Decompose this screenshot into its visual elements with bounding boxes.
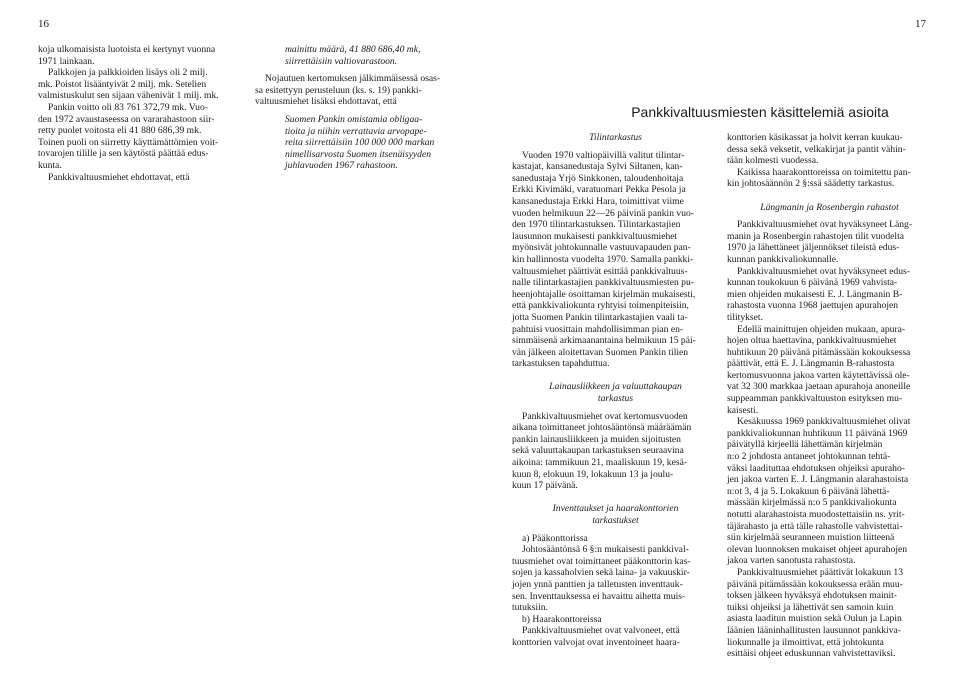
text-line: Toinen puoli on siirretty käyttämättömien voit-: [38, 136, 219, 148]
text-line: hojen oltua haettavina, pankkivaltuusmiehet: [727, 335, 897, 347]
text-line: myönsivät johtokunnalle vastuuvapauden pan-: [512, 242, 691, 254]
text-line: Erkki Kivimäki, varatuomari Pekka Pesola ja: [512, 184, 686, 196]
text-line: tutuksiin.: [512, 602, 548, 614]
text-line: kunnan pankkivaliokunnalle.: [727, 253, 839, 265]
list-item-b: b) Haarakonttoreissa: [522, 613, 602, 625]
text-line: Kaikissa haarakonttoreissa on toimitettu pan-: [737, 166, 911, 178]
list-item-a: a) Pääkonttorissa: [522, 532, 588, 544]
page-number-right: 17: [915, 18, 926, 30]
text-line: kuun 8, elokuun 19, lokakuun 13 ja joulu-: [512, 468, 674, 480]
subheading-inventtaukset-cont: tarkastukset: [592, 515, 639, 526]
column-1: [38, 44, 243, 183]
text-line: 1971 lainkaan.: [38, 55, 95, 67]
page-number-left: 16: [38, 18, 49, 30]
text-line: jojen ynnä panttien ja talletusten inventtauk-: [512, 578, 683, 590]
text-line: notutti alarahastoista muodostettaisiin ns. yrit-: [727, 509, 905, 520]
text-line: nalle tilintarkastajien pankkivaltuusmiesten pu-: [512, 277, 694, 289]
column-3: [512, 132, 719, 649]
text-line: nimellisarvosta Suomen itsenäisyyden: [285, 148, 432, 160]
subheading-rahastot: Längmanin ja Rosenbergin rahastot: [760, 201, 899, 213]
text-line: tään kolmesti vuodessa.: [727, 155, 819, 167]
text-line: tuusmiehet ovat toimittaneet pääkonttorin kas-: [512, 555, 691, 567]
text-line: lausunnon mukaisesti pankkivaltuusmiehet: [512, 230, 678, 242]
text-line: jotta Suomen Pankin tilintarkastajien vaali ta-: [512, 311, 688, 323]
text-line: päivätyllä kirjeellä lähettämän kirjelmän: [727, 439, 883, 451]
text-line: kertomusvuonna jakoa varten käytettävissä ole-: [727, 369, 910, 381]
text-line: sen. Inventtauksessa ei havaittu aihetta muis-: [512, 590, 686, 602]
text-line: toksen jälkeen hyväksyä ehdotuksen mainit-: [727, 590, 897, 602]
text-line: pankin lainausliikkeen ja muiden sijoitusten: [512, 433, 681, 445]
text-line: sojen ja kassaholvien sekä laina- ja vakuuskir-: [512, 567, 690, 579]
text-line: mk. Poistot lisääntyivät 2 milj. mk. Setelien: [38, 78, 207, 90]
text-line: Pankkivaltuusmiehet päättivät lokakuun 13: [737, 566, 903, 578]
text-line: valtuusmiehet päättivät esittää pankkivaltuus-: [512, 265, 688, 277]
text-line: siirrettäisiin valtiovarastoon.: [285, 55, 398, 67]
text-line: kansanedustaja Erkki Hara, toimittivat viime: [512, 195, 684, 207]
text-line: Pankkivaltuusmiehet ovat kertomusvuoden: [522, 410, 688, 422]
text-line: Nojautuen kertomuksen jälkimmäisessä osas-: [265, 73, 441, 85]
text-line: retty puolet voitosta eli 41 880 686,39 mk.: [38, 125, 202, 137]
text-line: kin johtosäännön 2 §:ssä säädetty tarkastus.: [727, 178, 895, 190]
text-line: den 1972 avaustaseessa on vararahastoon siir-: [38, 113, 215, 125]
text-line: dessa sekä veksetit, velkakirjat ja pantit vähin-: [727, 143, 906, 155]
text-line: aikana toimittaneet johtosääntönsä määräämän: [512, 422, 692, 434]
text-line: pahtuisi vuosittain mahdollisimman pian en-: [512, 323, 684, 335]
subheading-inventtaukset: Inventtaukset ja haarakonttorien: [552, 503, 679, 515]
text-line: kin hallinnosta vuodelta 1970. Samalla pankki-: [512, 253, 694, 265]
text-line: tilitykset.: [727, 311, 763, 323]
text-line: päivänä pitämässään kokouksessa erään muu-: [727, 578, 903, 590]
text-line: 1970 ja lähettäneet jäljennökset tileistä edus-: [727, 242, 900, 254]
text-line: Johtosääntönsä 6 §:n mukaisesti pankkival-: [522, 544, 689, 556]
text-line: den 1970 tilintarkastuksen. Tilintarkastajien: [512, 219, 681, 231]
text-line: Kesäkuussa 1969 pankkivaltuusmiehet olivat: [737, 416, 911, 428]
text-line: kunnan toukokuun 6 päivänä 1969 vahvista-: [727, 277, 898, 289]
text-line: Pankkivaltuusmiehet ovat hyväksyneet Läng-: [737, 219, 913, 231]
text-line: tovarojen tilille ja sen käytöstä päättää edus-: [38, 148, 209, 160]
text-line: vuoden helmikuun 22—26 päivinä pankin vuo-: [512, 207, 694, 219]
text-line: läänien lääninhallitusten lausunnot pankkiva-: [727, 624, 901, 636]
text-line: väksi laadituttaa ehdotuksen ohjeiksi apuraho-: [727, 462, 905, 474]
text-line: sekä valuuttakaupan tarkastuksen seuraavina: [512, 445, 684, 457]
text-line: liokunnalle ja ilmoittivat, että johtokunta: [727, 636, 884, 648]
text-line: tarkastuksen tapahduttua.: [512, 358, 610, 370]
text-line: Pankin voitto oli 83 761 372,79 mk. Vuo-: [48, 101, 208, 113]
text-line: päättivät, että E. J. Längmanin B-rahastosta: [727, 358, 895, 370]
text-line: kuun 17 päivänä.: [512, 480, 578, 492]
text-line: juhlavuoden 1967 rahastoon.: [285, 160, 398, 172]
text-line: suppeamman pankkivaltuuston esityksen mu-: [727, 393, 903, 405]
text-line: esittäisi ohjeet eduskunnan vahvistettaviksi.: [727, 648, 896, 660]
text-line: vat 32 300 markkaa jaetaan apurahoja anoneille: [727, 381, 911, 393]
text-line: konttorien käsikassat ja holvit kerran kuukau-: [727, 132, 903, 143]
text-line: kunta.: [38, 159, 62, 171]
text-line: reita siirrettäisiin 100 000 000 markan: [285, 137, 435, 149]
text-line: tuiksi ohjeiksi ja lähettivät sen samoin kuin: [727, 601, 894, 613]
text-line: valmistuskulut sen sijaan vähenivät 1 milj. mk.: [38, 90, 219, 102]
text-line: täjärahasto ja että tälle rahastolle vahvistettai-: [727, 520, 903, 532]
text-line: manin ja Rosenbergin rahastojen tilit vuodelta: [727, 230, 905, 242]
subheading-lainausliike: Lainausliikkeen ja valuuttakaupan: [549, 381, 682, 393]
text-line: Pankkivaltuusmiehet ovat hyväksyneet edus-: [737, 265, 910, 277]
text-line: valtuusmiehet lisäksi ehdottavat, että: [255, 96, 397, 108]
text-line: heenjohtajalle osoittaman kirjelmän mukaisesti,: [512, 288, 696, 300]
column-4: [727, 132, 932, 660]
text-line: koja ulkomaisista luotoista ei kertynyt vuonna: [38, 44, 216, 55]
text-line: n:ot 3, 4 ja 5. Lokakuun 6 päivänä lähettä-: [727, 485, 890, 497]
text-line: sa esitettyyn perusteluun (ks. s. 19) pankki-: [255, 84, 422, 96]
subheading-tilintarkastus: Tilintarkastus: [589, 132, 642, 143]
text-line: kaisesti.: [727, 404, 759, 416]
text-line: jakoa varten sanotusta rahastosta.: [727, 555, 856, 567]
text-line: Vuoden 1970 valtiopäivillä valitut tilintar-: [522, 149, 685, 161]
column-2: [255, 44, 463, 172]
text-line: mainittu määrä, 41 880 686,40 mk,: [285, 44, 421, 55]
text-line: Pankkivaltuusmiehet ehdottavat, että: [48, 171, 190, 183]
text-line: kastajat, kansanedustaja Sylvi Siltanen, kan-: [512, 161, 683, 173]
text-line: Palkkojen ja palkkioiden lisäys oli 2 milj.: [48, 67, 208, 79]
section-heading: Pankkivaltuusmiesten käsittelemiä asioita: [631, 104, 889, 120]
text-line: pankkivaliokunnan huhtikuun 11 päivänä 1969: [727, 427, 908, 439]
text-line: rahastosta vuonna 1968 jaettujen apurahojen: [727, 300, 899, 312]
text-line: aikoina: tammikuun 21, maaliskuun 19, kesä-: [512, 457, 688, 469]
text-line: Suomen Pankin omistamia obligaa-: [285, 113, 423, 125]
text-line: tioita ja niihin verrattavia arvopape-: [285, 125, 427, 137]
text-line: mässään kirjelmässä n:o 5 pankkivaliokunta: [727, 497, 897, 509]
subheading-lainausliike-cont: tarkastus: [597, 393, 634, 405]
text-line: mien ohjeiden mukaisesti E. J. Längmanin B-: [727, 288, 903, 300]
text-line: simmäisenä arkimaanantaina helmikuun 15 päi-: [512, 335, 696, 347]
text-line: siin kirjelmää seuranneen muistion liitteenä: [727, 532, 895, 544]
text-line: Pankkivaltuusmiehet ovat valvoneet, että: [522, 625, 680, 637]
text-line: jen jakoa varten E. J. Längmanin alarahastoista: [727, 474, 909, 486]
text-line: konttorien valvojat ovat inventoineet haara-: [512, 636, 680, 648]
text-line: Edellä mainittujen ohjeiden mukaan, apura-: [737, 323, 906, 335]
text-line: asiasta laaditun muistion sekä Oulun ja Lapin: [727, 613, 902, 625]
text-line: olevan luonnoksen mukaiset ohjeet apurahojen: [727, 543, 908, 555]
text-line: huhtikuun 20 päivänä pitämässään kokouksessa: [727, 346, 911, 358]
text-line: sanedustaja Yrjö Sinkkonen, taloudenhoitaja: [512, 172, 684, 184]
text-line: että pankkivaliokunta ryhtyisi toimenpiteisiin,: [512, 300, 689, 312]
text-line: vän jälkeen aloitettavan Suomen Pankin tilien: [512, 346, 689, 358]
text-line: n:o 2 johdosta antaneet johtokunnan tehtä-: [727, 451, 891, 463]
